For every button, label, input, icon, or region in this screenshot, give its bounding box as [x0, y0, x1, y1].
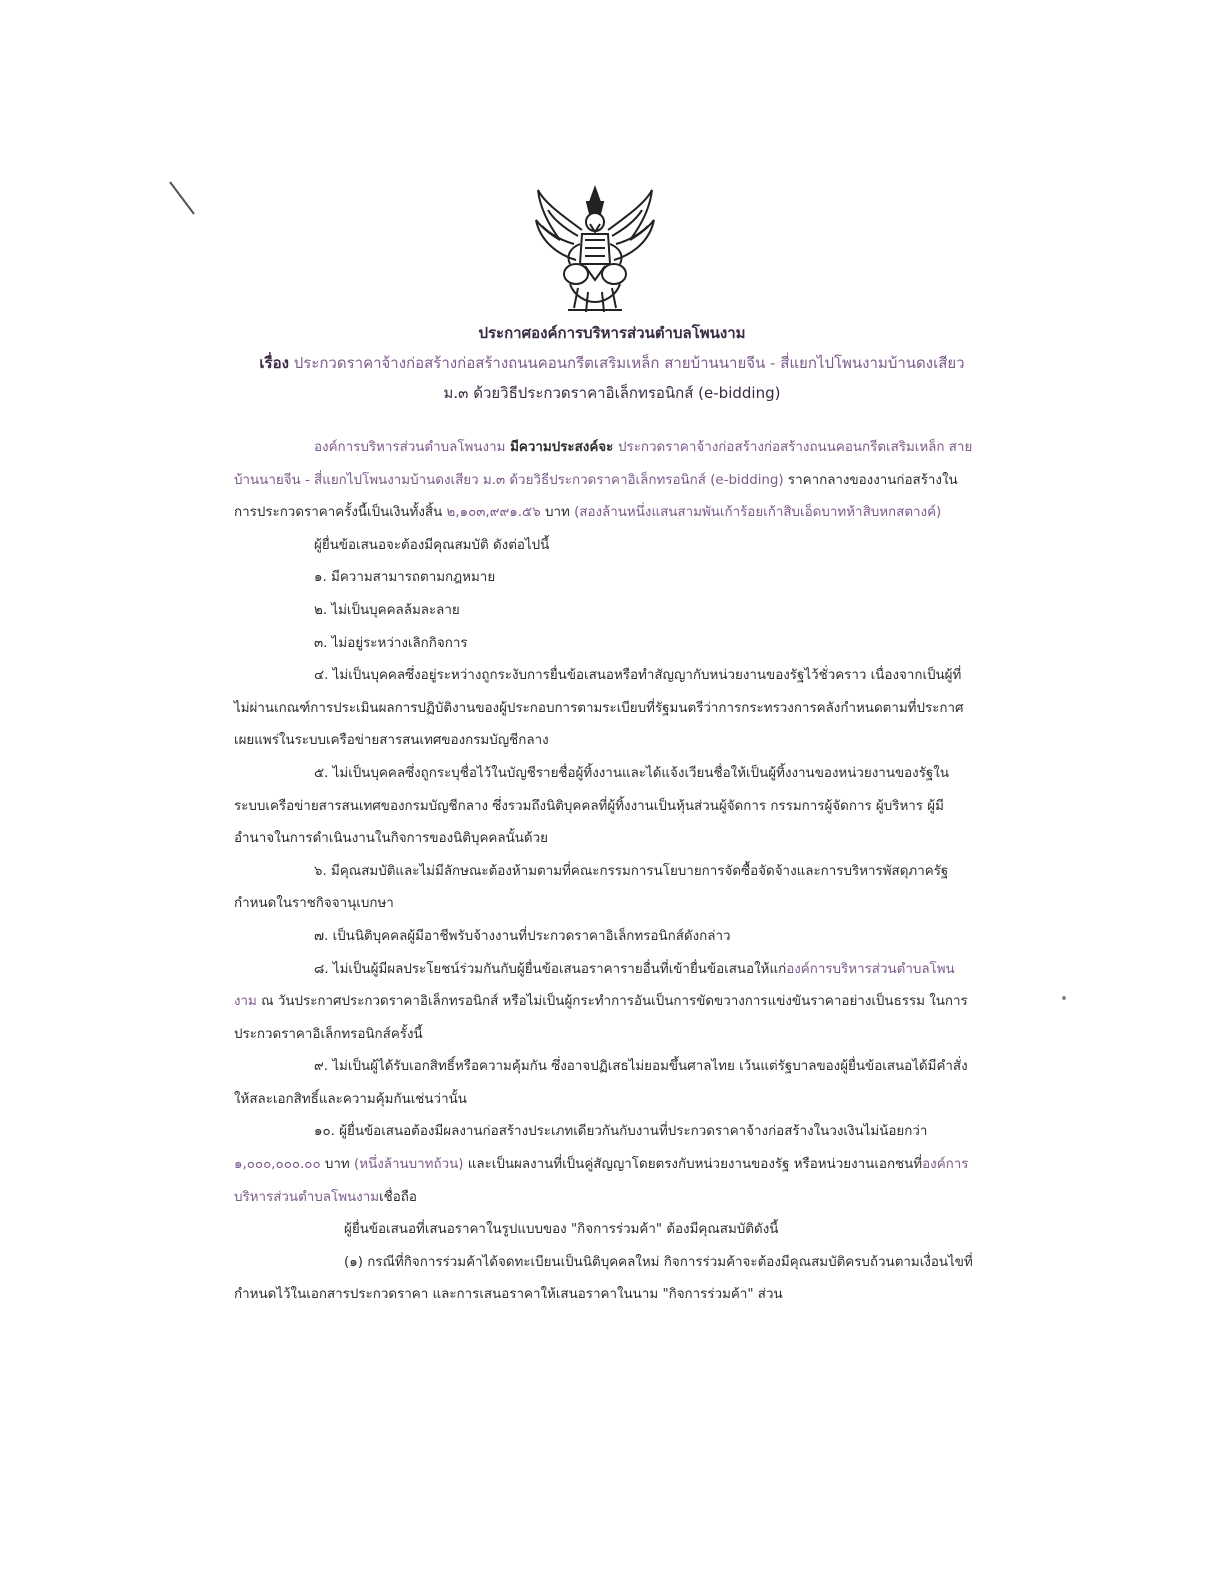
- document-body: [234, 432, 974, 1312]
- subject-line-2: ม.๓ ด้วยวิธีประกวดราคาอิเล็กทรอนิกส์ (e-bidding): [443, 384, 781, 402]
- item-8-org: องค์การบริหารส่วนตำบลโพนงาม: [234, 961, 955, 1010]
- item-10-text-c: เชื่อถือ: [379, 1189, 417, 1205]
- subject-text-1: ประกวดราคาจ้างก่อสร้างก่อสร้างถนนคอนกรีตเสริมเหล็ก สายบ้านนายจีน - สี่แยกไปโพนงามบ้านดงเสียว: [293, 354, 965, 372]
- pen-mark: [168, 180, 200, 220]
- document-header: [200, 318, 1024, 408]
- intro-baht: บาท: [540, 505, 575, 521]
- scan-speck: [1062, 996, 1066, 1000]
- subject-label: เรื่อง: [259, 354, 289, 372]
- joint-venture-item-1: (๑) กรณีที่กิจการร่วมค้าได้จดทะเบียนเป็นนิติบุคคลใหม่ กิจการร่วมค้าจะต้องมีคุณสมบัติครบถ้วนตามเงื่อนไขที่กำหนดไว้ในเอกสารประกวดราคา และการเสนอราคาให้เสนอราคาในนาม "กิจการร่วมค้า" ส่วน: [234, 1254, 973, 1303]
- item-10-amount: ๑,๐๐๐,๐๐๐.๐๐: [234, 1157, 321, 1173]
- joint-venture-heading: ผู้ยื่นข้อเสนอที่เสนอราคาในรูปแบบของ "กิจการร่วมค้า" ต้องมีคุณสมบัติดังนี้: [344, 1222, 779, 1238]
- item-10-org: องค์การบริหารส่วนตำบลโพนงาม: [234, 1157, 969, 1205]
- subject-line-1: [200, 348, 1024, 378]
- item-10-text-b: และเป็นผลงานที่เป็นคู่สัญญาโดยตรงกับหน่วยงานของรัฐ หรือหน่วยงานเอกชนที่: [463, 1157, 923, 1173]
- intro-amount: ๒,๑๐๓,๙๙๑.๕๖: [446, 505, 541, 521]
- item-10-text-a: ๑๐. ผู้ยื่นข้อเสนอต้องมีผลงานก่อสร้างประเภทเดียวกันกับงานที่ประกวดราคาจ้างก่อสร้างในวงเงินไม่น้อยกว่า: [314, 1124, 928, 1140]
- intro-project: ประกวดราคาจ้างก่อสร้างก่อสร้างถนนคอนกรีตเสริมเหล็ก สายบ้านนายจีน - สี่แยกไปโพนงามบ้านดงเสียว ม.๓ ด้วยวิธีประกวดราคาอิเล็กทรอนิกส์ (e-bidding): [234, 440, 973, 488]
- item-10-baht: บาท: [320, 1157, 355, 1173]
- item-8-text-a: ๘. ไม่เป็นผู้มีผลประโยชน์ร่วมกันกับผู้ยื่นข้อเสนอราคารายอื่นที่เข้ายื่นข้อเสนอให้แก่: [314, 961, 787, 977]
- qualification-item-4: ๔. ไม่เป็นบุคคลซึ่งอยู่ระหว่างถูกระงับการยื่นข้อเสนอหรือทำสัญญากับหน่วยงานของรัฐไว้ชั่วคราว เนื่องจากเป็นผู้ที่ไม่ผ่านเกณฑ์การประเมินผลการปฏิบัติงานของผู้ประกอบการตามระเบียบที่รัฐมนตรีว่าการกระทรวงการคลังกำหนดตามที่ประกาศเผยแพร่ในระบบเครือข่ายสารสนเทศของกรมบัญชีกลาง: [234, 668, 964, 749]
- qualification-item-2: ๒. ไม่เป็นบุคคลล้มละลาย: [314, 602, 460, 618]
- qualification-item-6: ๖. มีคุณสมบัติและไม่มีลักษณะต้องห้ามตามที่คณะกรรมการนโยบายการจัดซื้อจัดจ้างและการบริหารพัสดุภาครัฐกำหนดในราชกิจจานุเบกษา: [234, 863, 949, 912]
- intro-price-text: ราคากลางของงานก่อสร้างในการประกวดราคาครั้งนี้เป็นเงินทั้งสิ้น: [234, 472, 958, 521]
- qualifications-heading: ผู้ยื่นข้อเสนอจะต้องมีคุณสมบัติ ดังต่อไปนี้: [314, 537, 550, 553]
- announcement-title: ประกาศองค์การบริหารส่วนตำบลโพนงาม: [478, 324, 746, 342]
- qualification-item-9: ๙. ไม่เป็นผู้ได้รับเอกสิทธิ์หรือความคุ้มกัน ซึ่งอาจปฏิเสธไม่ยอมขึ้นศาลไทย เว้นแต่รัฐบาลของผู้ยื่นข้อเสนอได้มีคำสั่งให้สละเอกสิทธิ์และความคุ้มกันเช่นว่านั้น: [234, 1059, 968, 1107]
- intro-amount-words: (สองล้านหนึ่งแสนสามพันเก้าร้อยเก้าสิบเอ็ดบาทห้าสิบหกสตางค์): [574, 505, 942, 521]
- item-8-text-b: ณ วันประกาศประกวดราคาอิเล็กทรอนิกส์ หรือไม่เป็นผู้กระทำการอันเป็นการขัดขวางการแข่งขันราคาอย่างเป็นธรรม ในการประกวดราคาอิเล็กทรอนิกส์ครั้งนี้: [234, 994, 968, 1042]
- garuda-emblem-icon: [530, 184, 660, 316]
- qualification-item-1: ๑. มีความสามารถตามกฎหมาย: [314, 570, 496, 586]
- intro-intent: มีความประสงค์จะ: [505, 440, 618, 455]
- qualification-item-7: ๗. เป็นนิติบุคคลผู้มีอาชีพรับจ้างงานที่ประกวดราคาอิเล็กทรอนิกส์ดังกล่าว: [314, 928, 731, 944]
- qualification-item-10: [234, 1116, 974, 1214]
- item-10-words: (หนึ่งล้านบาทถ้วน): [354, 1157, 464, 1173]
- qualification-item-5: ๕. ไม่เป็นบุคคลซึ่งถูกระบุชื่อไว้ในบัญชีรายชื่อผู้ทิ้งงานและได้แจ้งเวียนชื่อให้เป็นผู้ทิ้งงานของหน่วยงานของรัฐในระบบเครือข่ายสารสนเทศของกรมบัญชีกลาง ซึ่งรวมถึงนิติบุคคลที่ผู้ทิ้งงานเป็นหุ้นส่วนผู้จัดการ กรรมการผู้จัดการ ผู้บริหาร ผู้มีอำนาจในการดำเนินงานในกิจการของนิติบุคคลนั้นด้วย: [234, 765, 949, 847]
- qualification-item-3: ๓. ไม่อยู่ระหว่างเลิกกิจการ: [314, 635, 468, 651]
- intro-paragraph: [234, 432, 974, 530]
- qualification-item-8: [234, 954, 974, 1052]
- intro-org: องค์การบริหารส่วนตำบลโพนงาม: [314, 440, 506, 455]
